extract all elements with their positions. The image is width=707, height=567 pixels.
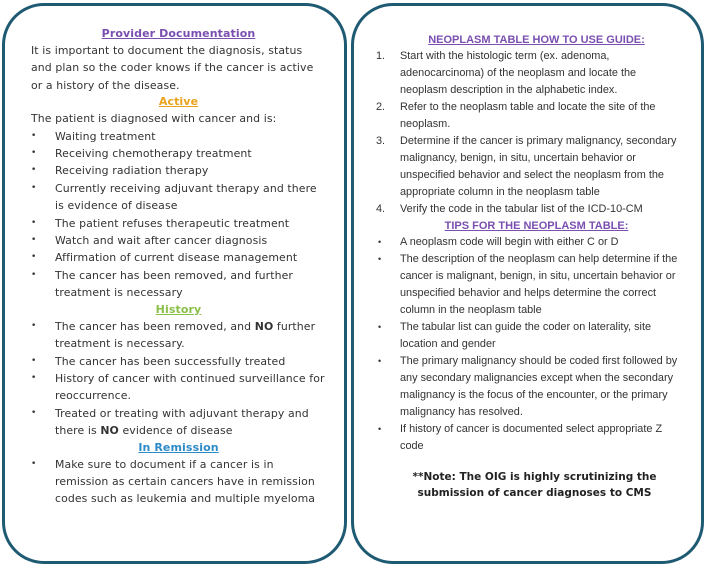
list-item: 1. Start with the histologic term (ex. adenoma, adenocarcinoma) of the neoplasm and locate the neoplasm description in the alphabetic index. [376, 50, 637, 96]
list-item: 2. Refer to the neoplasm table and locate the site of the neoplasm. [376, 101, 656, 130]
bullet-icon: • [31, 372, 37, 383]
list-item: • The cancer has been removed, and further treatment is necessary [31, 268, 294, 300]
tips-list [376, 234, 683, 455]
list-item: • Receiving chemotherapy treatment [31, 145, 326, 162]
remission-list [31, 456, 326, 508]
bullet-icon: • [378, 254, 382, 264]
list-item: • The tabular list can guide the coder on laterality, site location and gender [378, 321, 652, 350]
guide-steps-list [376, 48, 683, 218]
list-item: • Affirmation of current disease management [31, 249, 326, 266]
list-item: 4. Verify the code in the tabular list of the ICD-10-CM [376, 203, 643, 215]
list-item: • Watch and wait after cancer diagnosis [31, 232, 326, 249]
history-title: History [155, 302, 202, 316]
bullet-icon: • [378, 237, 382, 247]
provider-documentation-card [2, 3, 347, 564]
bullet-icon: • [31, 252, 37, 263]
list-item: 3. Determine if the cancer is primary malignancy, secondary malignancy, benign, in situ, uncertain behavior or unspecified behavior and select the neoplasm from the appropriate column in the neoplasm table [376, 135, 677, 198]
active-list [31, 128, 326, 302]
remission-title: In Remission [138, 440, 219, 454]
bullet-icon: • [31, 148, 37, 159]
list-item: • If history of cancer is documented select appropriate Z code [378, 423, 663, 452]
tips-title: TIPS FOR THE NEOPLASM TABLE: [444, 220, 629, 232]
list-item: • Make sure to document if a cancer is in remission as certain cancers have in remission codes such as leukemia and multiple myeloma [31, 457, 316, 506]
guide-title: NEOPLASM TABLE HOW TO USE GUIDE: [428, 34, 645, 46]
bullet-icon: • [31, 269, 37, 280]
bullet-icon: • [31, 165, 37, 176]
active-title: Active [158, 95, 199, 109]
bullet-icon: • [31, 458, 37, 469]
neoplasm-guide-card [351, 3, 704, 564]
list-item: • The patient refuses therapeutic treatment [31, 215, 326, 232]
bullet-icon: • [31, 407, 37, 418]
list-item: • History of cancer with continued surveillance for reoccurrence. [31, 371, 325, 403]
bullet-icon: • [31, 235, 37, 246]
list-item: • A neoplasm code will begin with either C or D [376, 234, 683, 251]
bullet-icon: • [378, 322, 382, 332]
list-item: • The description of the neoplasm can help determine if the cancer is malignant, benign, in situ, uncertain behavior or unspecified behavior and helps determine the correct column in the neoplasm table [378, 253, 678, 316]
oig-note: **Note: The OIG is highly scrutinizing the submission of cancer diagnoses to CMS [412, 471, 657, 499]
active-lead: The patient is diagnosed with cancer and is: [31, 112, 277, 126]
list-item: • The cancer has been successfully treated [31, 353, 326, 370]
list-item: • Waiting treatment [31, 128, 326, 145]
list-item: • The cancer has been removed, and NO further treatment is necessary. [31, 319, 316, 351]
provider-documentation-title: Provider Documentation [101, 27, 256, 40]
provider-intro: It is important to document the diagnosis, status and plan so the coder knows if the cancer is active or a history of the disease. [31, 44, 314, 92]
list-item: • Currently receiving adjuvant therapy and there is evidence of disease [31, 181, 317, 213]
list-item: • The primary malignancy should be coded first followed by any secondary malignancies except when the secondary malignancy is the focus of the encounter, or the primary malignancy has resolved. [378, 355, 678, 418]
bullet-icon: • [31, 182, 37, 193]
bullet-icon: • [31, 355, 37, 366]
history-list [31, 318, 326, 440]
bullet-icon: • [31, 217, 37, 228]
list-item: • Receiving radiation therapy [31, 162, 326, 179]
list-item: • Treated or treating with adjuvant therapy and there is NO evidence of disease [31, 406, 309, 438]
bullet-icon: • [31, 130, 37, 141]
bullet-icon: • [31, 320, 37, 331]
bullet-icon: • [378, 356, 382, 366]
bullet-icon: • [378, 424, 382, 434]
